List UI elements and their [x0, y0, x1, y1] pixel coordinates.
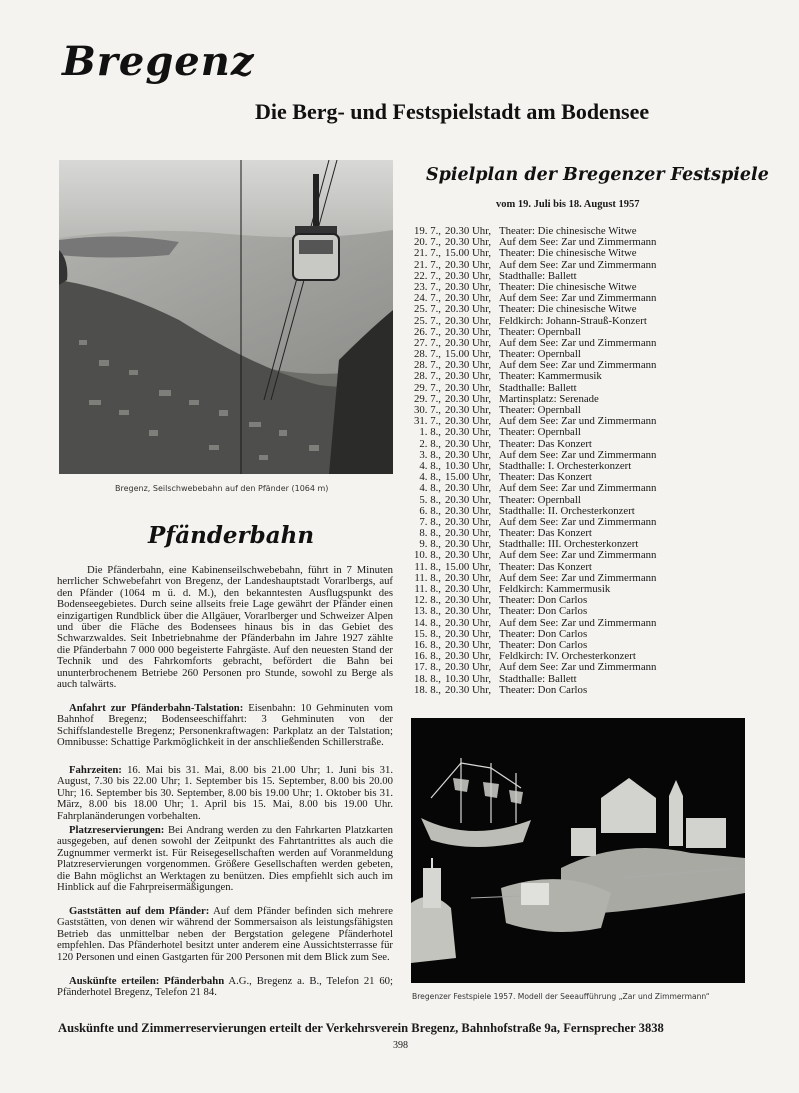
schedule-time: 10.30 Uhr,	[445, 459, 492, 472]
schedule-event: Stadthalle: Ballett	[499, 269, 577, 282]
schedule-time: 20.30 Uhr,	[445, 538, 492, 551]
paragraph-text: 16. Mai bis 31. Mai, 8.00 bis 21.00 Uhr; 1. Juni bis 31. August, 7.30 bis 22.00 Uhr; 1. September bis 15. September, 8.00 bis 20.00 Uhr; 16. September bis 30. September, 8.00 bis 19.00 Uhr; 1. Oktober bis 31. März, 8.00 bis 18.00 Uhr; 1. April bis 15. Mai, 8.00 bis 19.00 Uhr. Fahrplanänderungen vorbehalten.	[57, 764, 393, 822]
schedule-event: Auf dem See: Zar und Zimmermann	[499, 415, 657, 428]
schedule-date: 26. 7.,	[414, 325, 441, 338]
schedule-time: 20.30 Uhr,	[445, 448, 492, 461]
schedule-date: 8. 8.,	[419, 527, 441, 540]
schedule-time: 20.30 Uhr,	[445, 225, 492, 237]
festival-model-photo	[411, 718, 745, 983]
schedule-event: Theater: Don Carlos	[499, 638, 588, 651]
schedule-time: 20.30 Uhr,	[445, 482, 492, 495]
schedule-row	[411, 606, 751, 617]
schedule-time: 20.30 Uhr,	[445, 381, 492, 394]
schedule-row	[411, 316, 751, 327]
schedule-event: Theater: Die chinesische Witwe	[499, 225, 637, 237]
schedule-event: Stadthalle: Ballett	[499, 381, 577, 394]
schedule-event: Theater: Das Konzert	[499, 527, 592, 540]
schedule-time: 20.30 Uhr,	[445, 583, 492, 595]
schedule-event: Auf dem See: Zar und Zimmermann	[499, 292, 657, 305]
paragraph-auskuenfte	[57, 976, 393, 999]
schedule-event: Feldkirch: Johann-Strauß-Konzert	[499, 314, 647, 327]
schedule-date: 23. 7.,	[414, 280, 441, 293]
schedule-row	[411, 304, 751, 315]
schedule-time: 20.30 Uhr,	[445, 426, 492, 439]
schedule-time: 15.00 Uhr,	[445, 348, 492, 361]
schedule-date: 11. 8.,	[414, 560, 441, 573]
schedule-event: Stadthalle: Ballett	[499, 672, 577, 685]
schedule-event: Theater: Don Carlos	[499, 627, 588, 640]
schedule-date: 21. 7.,	[414, 247, 441, 260]
schedule-event: Theater: Kammermusik	[499, 370, 602, 383]
schedule-date: 14. 8.,	[414, 616, 441, 629]
schedule-date: 13. 8.,	[414, 605, 441, 618]
schedule-row	[411, 662, 751, 673]
schedule-event: Theater: Das Konzert	[499, 471, 592, 484]
schedule-date: 6. 8.,	[419, 504, 441, 517]
schedule-date: 25. 7.,	[414, 314, 441, 327]
schedule-event: Auf dem See: Zar und Zimmermann	[499, 258, 657, 271]
schedule-date: 18. 8.,	[414, 672, 441, 685]
schedule-event: Theater: Don Carlos	[499, 594, 588, 607]
schedule-time: 20.30 Uhr,	[445, 650, 492, 663]
schedule-row	[411, 495, 751, 506]
schedule-time: 20.30 Uhr,	[445, 359, 492, 372]
schedule-event: Stadthalle: I. Orchesterkonzert	[499, 459, 632, 472]
paragraph-gaststaetten	[57, 906, 393, 963]
schedule-event: Auf dem See: Zar und Zimmermann	[499, 336, 657, 349]
schedule-event: Theater: Opernball	[499, 426, 581, 439]
paragraph-text: A.G., Bregenz a. B., Telefon 21 60; Pfänderhotel Bregenz, Telefon 21 84.	[57, 975, 393, 999]
paragraph-lead: Fahrzeiten:	[69, 764, 122, 776]
schedule-time: 20.30 Uhr,	[445, 661, 492, 674]
schedule-date: 5. 8.,	[419, 493, 441, 506]
schedule-date: 15. 8.,	[414, 627, 441, 640]
paragraph-lead: Auskünfte erteilen: Pfänderbahn	[69, 975, 225, 987]
schedule-event: Theater: Die chinesische Witwe	[499, 247, 637, 260]
schedule-date: 25. 7.,	[414, 303, 441, 316]
schedule-row	[411, 685, 751, 696]
schedule-time: 20.30 Uhr,	[445, 314, 492, 327]
schedule-time: 20.30 Uhr,	[445, 571, 492, 584]
schedule-time: 20.30 Uhr,	[445, 627, 492, 640]
schedule-date: 28. 7.,	[414, 370, 441, 383]
schedule-event: Theater: Opernball	[499, 404, 581, 416]
schedule-event: Auf dem See: Zar und Zimmermann	[499, 359, 657, 372]
schedule-time: 20.30 Uhr,	[445, 683, 492, 696]
paragraph-text: Eisenbahn: 10 Gehminuten vom Bahnhof Bregenz; Bodenseeschiffahrt: 3 Gehminuten von der Schiffslandestelle Bregenz; Personenkraftwagen: Parkplatz an der Talstation; Omnibusse: Schattige Parkmöglichkeit in der anschließenden Schillerstraße.	[57, 702, 393, 749]
model-caption: Bregenzer Festspiele 1957. Modell der Seeaufführung „Zar und Zimmermann“	[412, 992, 710, 1001]
schedule-time: 20.30 Uhr,	[445, 594, 492, 607]
schedule-row	[411, 371, 751, 382]
cable-car-photo	[59, 160, 393, 474]
schedule-time: 20.30 Uhr,	[445, 549, 492, 562]
schedule-date: 21. 7.,	[414, 258, 441, 271]
paragraph-text: Bei Andrang werden zu den Fahrkarten Platzkarten ausgegeben, auf denen sowohl der Zeitpunkt des Fahrtantrittes als auch die Zugnummer vermerkt ist. Für Reisegesellschaften werden auf Voranmeldung Platzreservierungen vorgenommen. Größere Gesellschaften werden gebeten, die Bahn möglichst an Werktagen zu benützen. Dies empfiehlt sich auch im Hinblick auf die Fahrpreisermäßigungen.	[57, 824, 393, 894]
schedule-date: 4. 8.,	[419, 459, 441, 472]
schedule-time: 20.30 Uhr,	[445, 515, 492, 528]
paragraph-lead: Platzreservierungen:	[69, 824, 165, 836]
paragraph-text: Auf dem Pfänder befinden sich mehrere Gaststätten, von denen wir während der Sommersaison als leistungsfähigsten Betrieb das unmittelbar neben der Bergstation gelegene Pfänderhotel empfehlen. Das Pfänderhotel besitzt unter anderem eine Aussichtsterrasse für 120 Personen und einen Gastgarten für 200 Personen mit dem Blick zum See.	[57, 905, 394, 963]
schedule-time: 20.30 Uhr,	[445, 493, 492, 506]
schedule-event: Auf dem See: Zar und Zimmermann	[499, 515, 657, 528]
schedule-date: 4. 8.,	[419, 482, 441, 495]
cable-car-caption: Bregenz, Seilschwebebahn auf den Pfänder (1064 m)	[115, 484, 329, 493]
schedule-event: Auf dem See: Zar und Zimmermann	[499, 661, 657, 674]
schedule-time: 20.30 Uhr,	[445, 638, 492, 651]
schedule-time: 20.30 Uhr,	[445, 392, 492, 405]
schedule-time: 20.30 Uhr,	[445, 269, 492, 282]
schedule-event: Feldkirch: IV. Orchesterkonzert	[499, 650, 636, 663]
schedule-time: 10.30 Uhr,	[445, 672, 492, 685]
schedule-date: 11. 8.,	[414, 571, 441, 584]
schedule-event: Theater: Don Carlos	[499, 605, 588, 618]
schedule-event: Auf dem See: Zar und Zimmermann	[499, 448, 657, 461]
schedule-time: 20.30 Uhr,	[445, 415, 492, 428]
schedule-date: 22. 7.,	[414, 269, 441, 282]
schedule-date: 28. 7.,	[414, 359, 441, 372]
section-title-pfaenderbahn: Pfänderbahn	[148, 522, 315, 549]
schedule-date: 30. 7.,	[414, 404, 441, 416]
schedule-date: 24. 7.,	[414, 292, 441, 305]
schedule-time: 20.30 Uhr,	[445, 437, 492, 450]
schedule-time: 15.00 Uhr,	[445, 247, 492, 260]
schedule-event: Auf dem See: Zar und Zimmermann	[499, 571, 657, 584]
schedule-time: 15.00 Uhr,	[445, 560, 492, 573]
schedule-time: 20.30 Uhr,	[445, 236, 492, 249]
schedule-row	[411, 550, 751, 561]
footer-info: Auskünfte und Zimmerreservierungen erteilt der Verkehrsverein Bregenz, Bahnhofstraße 9a, Fernsprecher 3838	[58, 1021, 664, 1035]
schedule-date: 31. 7.,	[414, 415, 441, 428]
schedule-time: 20.30 Uhr,	[445, 527, 492, 540]
schedule-date: 4. 8.,	[419, 471, 441, 484]
schedule-row	[411, 483, 751, 494]
schedule-date: 12. 8.,	[414, 594, 441, 607]
schedule-date: 28. 7.,	[414, 348, 441, 361]
schedule-time: 20.30 Uhr,	[445, 303, 492, 316]
schedule-event: Stadthalle: III. Orchesterkonzert	[499, 538, 639, 551]
schedule-time: 20.30 Uhr,	[445, 292, 492, 305]
schedule-time: 20.30 Uhr,	[445, 370, 492, 383]
schedule-row	[411, 427, 751, 438]
festival-model-illustration	[411, 718, 745, 983]
schedule-list	[411, 226, 751, 696]
schedule-event: Auf dem See: Zar und Zimmermann	[499, 236, 657, 249]
schedule-time: 20.30 Uhr,	[445, 504, 492, 517]
schedule-event: Auf dem See: Zar und Zimmermann	[499, 616, 657, 629]
schedule-event: Feldkirch: Kammermusik	[499, 583, 611, 595]
schedule-date: 20. 7.,	[414, 236, 441, 249]
schedule-time: 20.30 Uhr,	[445, 336, 492, 349]
schedule-date: 7. 8.,	[419, 515, 441, 528]
schedule-date: 3. 8.,	[419, 448, 441, 461]
schedule-event: Stadthalle: II. Orchesterkonzert	[499, 504, 635, 517]
schedule-event: Auf dem See: Zar und Zimmermann	[499, 549, 657, 562]
paragraph-fahrzeiten	[57, 765, 393, 822]
schedule-event: Theater: Das Konzert	[499, 437, 592, 450]
intro-paragraph: Die Pfänderbahn, eine Kabinenseilschwebebahn, führt in 7 Minuten herrlicher Schwebefahrt von Bregenz, der Landeshauptstadt Vorarlbergs, auf den Pfänder (1064 m ü. d. M.), den bekanntesten Ausflugspunkt des Bodenseegebietes. Durch seine allseits freie Lage gewährt der Pfänder einen einzigartigen Rundblick über die Allgäuer, Vorarlberger und Schweizer Alpen und über die Fläche des Bodensees hinaus bis in das Gebiet des Schwarzwaldes. Seit Inbetriebnahme der Pfänderbahn im Jahre 1927 zählte die Pfänderbahn 7 000 000 begeisterte Fahrgäste. Auf den neuesten Stand der Technik und des Fahrkomforts gebracht, befördert die Bahn bei ununterbrochenem Betriebe 260 Personen pro Stunde, sowohl zu Berge als auch talwärts.	[57, 564, 393, 691]
paragraph-platzreservierungen	[57, 825, 393, 893]
schedule-date: 29. 7.,	[414, 381, 441, 394]
schedule-date: 19. 7.,	[414, 225, 441, 237]
schedule-date: 27. 7.,	[414, 336, 441, 349]
schedule-date: 29. 7.,	[414, 392, 441, 405]
schedule-date: 16. 8.,	[414, 650, 441, 663]
schedule-date: 11. 8.,	[414, 583, 441, 595]
schedule-event: Theater: Die chinesische Witwe	[499, 280, 637, 293]
schedule-date: 17. 8.,	[414, 661, 441, 674]
spielplan-title: Spielplan der Bregenzer Festspiele	[426, 165, 769, 185]
schedule-event: Theater: Das Konzert	[499, 560, 592, 573]
schedule-date: 2. 8.,	[419, 437, 441, 450]
paragraph-lead: Gaststätten auf dem Pfänder:	[69, 905, 210, 917]
schedule-date: 18. 8.,	[414, 683, 441, 696]
schedule-time: 20.30 Uhr,	[445, 325, 492, 338]
schedule-date: 1. 8.,	[419, 426, 441, 439]
schedule-row	[411, 248, 751, 259]
schedule-event: Martinsplatz: Serenade	[499, 392, 599, 405]
schedule-event: Auf dem See: Zar und Zimmermann	[499, 482, 657, 495]
page-title: Bregenz	[62, 38, 255, 85]
schedule-time: 15.00 Uhr,	[445, 471, 492, 484]
page-number: 398	[393, 1040, 408, 1051]
schedule-event: Theater: Opernball	[499, 493, 581, 506]
cable-car-illustration	[59, 160, 393, 474]
spielplan-dates: vom 19. Juli bis 18. August 1957	[496, 199, 640, 210]
schedule-date: 9. 8.,	[419, 538, 441, 551]
schedule-event: Theater: Opernball	[499, 325, 581, 338]
schedule-event: Theater: Don Carlos	[499, 683, 588, 696]
schedule-time: 20.30 Uhr,	[445, 280, 492, 293]
schedule-date: 10. 8.,	[414, 549, 441, 562]
paragraph-lead: Anfahrt zur Pfänderbahn-Talstation:	[69, 702, 244, 714]
schedule-time: 20.30 Uhr,	[445, 605, 492, 618]
page-subtitle: Die Berg- und Festspielstadt am Bodensee	[255, 99, 650, 124]
schedule-event: Theater: Die chinesische Witwe	[499, 303, 637, 316]
schedule-row	[411, 674, 751, 685]
schedule-time: 20.30 Uhr,	[445, 404, 492, 416]
schedule-event: Theater: Opernball	[499, 348, 581, 361]
schedule-date: 16. 8.,	[414, 638, 441, 651]
schedule-time: 20.30 Uhr,	[445, 616, 492, 629]
paragraph-anfahrt	[57, 703, 393, 749]
schedule-time: 20.30 Uhr,	[445, 258, 492, 271]
